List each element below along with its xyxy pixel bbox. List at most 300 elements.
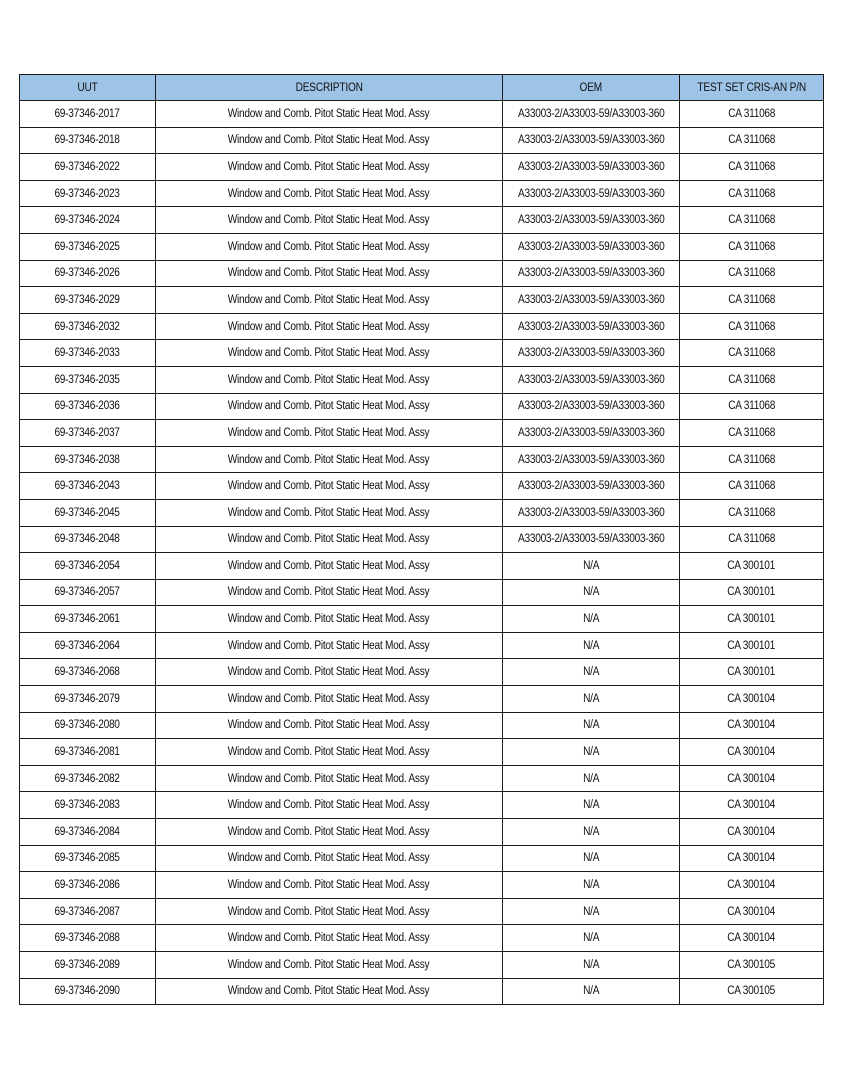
- uut-cell-text: 69-37346-2086: [54, 879, 121, 892]
- oem-cell: [503, 446, 680, 473]
- test-set-cell: [680, 366, 824, 393]
- oem-cell: [503, 659, 680, 686]
- test-set-cell: [680, 260, 824, 287]
- oem-cell: [503, 712, 680, 739]
- header-row: [20, 75, 824, 101]
- test-set-cell: [680, 739, 824, 766]
- table-row: [20, 553, 824, 580]
- description-cell: [156, 446, 503, 473]
- table-row: [20, 420, 824, 447]
- uut-cell-text: 69-37346-2037: [54, 426, 121, 439]
- uut-cell-text: 69-37346-2084: [54, 825, 121, 838]
- uut-cell-text: 69-37346-2025: [54, 240, 121, 253]
- description-cell-text: Window and Comb. Pitot Static Heat Mod. Assy: [228, 160, 430, 173]
- description-cell: [156, 606, 503, 633]
- table-row: [20, 845, 824, 872]
- uut-cell-text: 69-37346-2082: [54, 772, 121, 785]
- description-cell-text: Window and Comb. Pitot Static Heat Mod. Assy: [228, 347, 430, 360]
- table-row: [20, 686, 824, 713]
- table-row: [20, 233, 824, 260]
- oem-cell-text: N/A: [582, 905, 600, 918]
- oem-cell-text: A33003-2/A33003-59/A33003-360: [517, 480, 665, 493]
- uut-cell: [20, 526, 156, 553]
- table-row: [20, 712, 824, 739]
- test-set-cell-text: CA 300101: [727, 559, 776, 572]
- description-cell-text: Window and Comb. Pitot Static Heat Mod. Assy: [228, 746, 430, 759]
- oem-cell-text: N/A: [582, 586, 600, 599]
- description-cell: [156, 898, 503, 925]
- description-cell: [156, 978, 503, 1005]
- description-cell-text: Window and Comb. Pitot Static Heat Mod. Assy: [228, 719, 430, 732]
- description-cell: [156, 207, 503, 234]
- description-cell-text: Window and Comb. Pitot Static Heat Mod. Assy: [228, 958, 430, 971]
- uut-cell: [20, 101, 156, 128]
- oem-cell-text: A33003-2/A33003-59/A33003-360: [517, 400, 665, 413]
- uut-cell: [20, 739, 156, 766]
- description-cell-text: Window and Comb. Pitot Static Heat Mod. Assy: [228, 559, 430, 572]
- uut-cell-text: 69-37346-2033: [54, 347, 121, 360]
- oem-cell-text: N/A: [582, 746, 600, 759]
- description-cell-text: Window and Comb. Pitot Static Heat Mod. Assy: [228, 267, 430, 280]
- uut-cell: [20, 632, 156, 659]
- test-set-cell: [680, 446, 824, 473]
- oem-cell: [503, 313, 680, 340]
- table-row: [20, 180, 824, 207]
- oem-cell-text: A33003-2/A33003-59/A33003-360: [517, 320, 665, 333]
- description-cell: [156, 499, 503, 526]
- test-set-cell: [680, 765, 824, 792]
- test-set-cell: [680, 952, 824, 979]
- description-cell-text: Window and Comb. Pitot Static Heat Mod. Assy: [228, 400, 430, 413]
- uut-cell-text: 69-37346-2085: [54, 852, 121, 865]
- test-set-cell-text: CA 300101: [727, 666, 776, 679]
- oem-cell: [503, 792, 680, 819]
- description-cell-text: Window and Comb. Pitot Static Heat Mod. Assy: [228, 772, 430, 785]
- description-cell: [156, 765, 503, 792]
- description-cell-text: Window and Comb. Pitot Static Heat Mod. Assy: [228, 293, 430, 306]
- description-cell: [156, 553, 503, 580]
- table-row: [20, 287, 824, 314]
- uut-cell: [20, 553, 156, 580]
- description-cell-text: Window and Comb. Pitot Static Heat Mod. Assy: [228, 799, 430, 812]
- oem-cell: [503, 260, 680, 287]
- test-set-cell: [680, 686, 824, 713]
- test-set-cell-text: CA 311068: [728, 533, 775, 546]
- oem-cell-text: A33003-2/A33003-59/A33003-360: [517, 293, 665, 306]
- uut-cell-text: 69-37346-2080: [54, 719, 121, 732]
- description-cell: [156, 313, 503, 340]
- uut-cell: [20, 898, 156, 925]
- test-set-cell-text: CA 311068: [728, 107, 775, 120]
- table-row: [20, 526, 824, 553]
- oem-cell-text: N/A: [582, 719, 600, 732]
- header-test-set-label: TEST SET CRIS-AN P/N: [697, 81, 806, 94]
- test-set-cell: [680, 127, 824, 154]
- oem-cell: [503, 154, 680, 181]
- oem-cell: [503, 925, 680, 952]
- oem-cell: [503, 340, 680, 367]
- description-cell: [156, 579, 503, 606]
- oem-cell: [503, 499, 680, 526]
- description-cell: [156, 287, 503, 314]
- test-set-cell-text: CA 311068: [728, 293, 775, 306]
- description-cell: [156, 233, 503, 260]
- test-set-cell-text: CA 311068: [728, 214, 775, 227]
- test-set-cell-text: CA 300104: [727, 879, 776, 892]
- header-description-label: DESCRIPTION: [295, 81, 363, 94]
- table-body: [20, 101, 824, 1005]
- test-set-cell-text: CA 311068: [728, 160, 775, 173]
- test-set-cell: [680, 712, 824, 739]
- description-cell: [156, 473, 503, 500]
- test-set-cell: [680, 473, 824, 500]
- description-cell: [156, 792, 503, 819]
- uut-cell-text: 69-37346-2024: [54, 214, 121, 227]
- uut-cell: [20, 473, 156, 500]
- oem-cell-text: A33003-2/A33003-59/A33003-360: [517, 453, 665, 466]
- description-cell: [156, 952, 503, 979]
- oem-cell-text: N/A: [582, 932, 600, 945]
- description-cell-text: Window and Comb. Pitot Static Heat Mod. Assy: [228, 373, 430, 386]
- description-cell: [156, 420, 503, 447]
- description-cell: [156, 101, 503, 128]
- description-cell: [156, 366, 503, 393]
- test-set-cell-text: CA 311068: [728, 453, 775, 466]
- oem-cell: [503, 526, 680, 553]
- uut-cell-text: 69-37346-2048: [54, 533, 121, 546]
- description-cell-text: Window and Comb. Pitot Static Heat Mod. Assy: [228, 825, 430, 838]
- table-row: [20, 127, 824, 154]
- table-row: [20, 739, 824, 766]
- uut-cell-text: 69-37346-2079: [54, 692, 121, 705]
- description-cell-text: Window and Comb. Pitot Static Heat Mod. Assy: [228, 666, 430, 679]
- description-cell-text: Window and Comb. Pitot Static Heat Mod. Assy: [228, 453, 430, 466]
- uut-cell-text: 69-37346-2088: [54, 932, 121, 945]
- description-cell-text: Window and Comb. Pitot Static Heat Mod. Assy: [228, 639, 430, 652]
- oem-cell-text: N/A: [582, 879, 600, 892]
- oem-cell-text: N/A: [582, 985, 600, 998]
- uut-cell: [20, 393, 156, 420]
- table-row: [20, 659, 824, 686]
- description-cell-text: Window and Comb. Pitot Static Heat Mod. Assy: [228, 586, 430, 599]
- description-cell: [156, 127, 503, 154]
- description-cell-text: Window and Comb. Pitot Static Heat Mod. Assy: [228, 506, 430, 519]
- table-row: [20, 366, 824, 393]
- uut-cell-text: 69-37346-2043: [54, 480, 121, 493]
- oem-cell-text: A33003-2/A33003-59/A33003-360: [517, 373, 665, 386]
- oem-cell: [503, 101, 680, 128]
- uut-cell: [20, 207, 156, 234]
- oem-cell-text: N/A: [582, 613, 600, 626]
- uut-cell: [20, 340, 156, 367]
- uut-cell-text: 69-37346-2017: [54, 107, 121, 120]
- uut-cell-text: 69-37346-2083: [54, 799, 121, 812]
- description-cell: [156, 180, 503, 207]
- uut-cell-text: 69-37346-2068: [54, 666, 121, 679]
- header-uut-label: UUT: [77, 81, 98, 94]
- description-cell: [156, 393, 503, 420]
- test-set-cell: [680, 526, 824, 553]
- table-row: [20, 952, 824, 979]
- description-cell: [156, 526, 503, 553]
- uut-cell-text: 69-37346-2061: [54, 613, 121, 626]
- test-set-cell: [680, 925, 824, 952]
- uut-cell-text: 69-37346-2057: [54, 586, 121, 599]
- uut-cell-text: 69-37346-2054: [54, 559, 121, 572]
- description-cell-text: Window and Comb. Pitot Static Heat Mod. Assy: [228, 905, 430, 918]
- test-set-cell: [680, 632, 824, 659]
- uut-cell: [20, 925, 156, 952]
- uut-cell-text: 69-37346-2064: [54, 639, 121, 652]
- table-row: [20, 393, 824, 420]
- test-set-cell-text: CA 311068: [728, 400, 775, 413]
- uut-cell: [20, 260, 156, 287]
- description-cell-text: Window and Comb. Pitot Static Heat Mod. Assy: [228, 480, 430, 493]
- oem-cell: [503, 845, 680, 872]
- table-row: [20, 765, 824, 792]
- oem-cell: [503, 872, 680, 899]
- test-set-cell-text: CA 300105: [727, 958, 776, 971]
- table-row: [20, 154, 824, 181]
- uut-cell: [20, 154, 156, 181]
- uut-cell: [20, 819, 156, 846]
- oem-cell: [503, 473, 680, 500]
- test-set-cell: [680, 872, 824, 899]
- oem-cell-text: A33003-2/A33003-59/A33003-360: [517, 107, 665, 120]
- test-set-cell: [680, 313, 824, 340]
- table-row: [20, 819, 824, 846]
- table-row: [20, 313, 824, 340]
- table-row: [20, 898, 824, 925]
- test-set-cell: [680, 978, 824, 1005]
- uut-cell: [20, 287, 156, 314]
- table-row: [20, 632, 824, 659]
- test-set-cell-text: CA 311068: [728, 320, 775, 333]
- uut-cell-text: 69-37346-2045: [54, 506, 121, 519]
- uut-cell-text: 69-37346-2018: [54, 134, 121, 147]
- description-cell: [156, 739, 503, 766]
- uut-cell-text: 69-37346-2032: [54, 320, 121, 333]
- description-cell-text: Window and Comb. Pitot Static Heat Mod. Assy: [228, 134, 430, 147]
- test-set-cell: [680, 154, 824, 181]
- uut-cell: [20, 765, 156, 792]
- test-set-cell: [680, 340, 824, 367]
- test-set-cell: [680, 819, 824, 846]
- test-set-cell-text: CA 311068: [728, 187, 775, 200]
- oem-cell: [503, 978, 680, 1005]
- description-cell: [156, 712, 503, 739]
- oem-cell: [503, 632, 680, 659]
- oem-cell: [503, 553, 680, 580]
- uut-cell-text: 69-37346-2038: [54, 453, 121, 466]
- table-row: [20, 473, 824, 500]
- table-row: [20, 101, 824, 128]
- uut-cell-text: 69-37346-2036: [54, 400, 121, 413]
- table-row: [20, 446, 824, 473]
- uut-cell: [20, 872, 156, 899]
- test-set-cell: [680, 499, 824, 526]
- description-cell: [156, 872, 503, 899]
- uut-cell: [20, 366, 156, 393]
- uut-cell-text: 69-37346-2087: [54, 905, 121, 918]
- oem-cell: [503, 366, 680, 393]
- test-set-cell-text: CA 300101: [727, 613, 776, 626]
- description-cell: [156, 260, 503, 287]
- oem-cell-text: A33003-2/A33003-59/A33003-360: [517, 426, 665, 439]
- description-cell: [156, 819, 503, 846]
- header-test-set: [680, 75, 824, 101]
- test-set-cell-text: CA 300104: [727, 905, 776, 918]
- description-cell-text: Window and Comb. Pitot Static Heat Mod. Assy: [228, 879, 430, 892]
- oem-cell: [503, 420, 680, 447]
- table-row: [20, 872, 824, 899]
- uut-cell: [20, 686, 156, 713]
- uut-cell: [20, 446, 156, 473]
- description-cell-text: Window and Comb. Pitot Static Heat Mod. Assy: [228, 533, 430, 546]
- uut-cell-text: 69-37346-2029: [54, 293, 121, 306]
- oem-cell-text: N/A: [582, 666, 600, 679]
- test-set-cell-text: CA 300105: [727, 985, 776, 998]
- oem-cell-text: N/A: [582, 852, 600, 865]
- uut-cell: [20, 712, 156, 739]
- oem-cell: [503, 898, 680, 925]
- uut-cell-text: 69-37346-2081: [54, 746, 121, 759]
- test-set-cell: [680, 287, 824, 314]
- description-cell-text: Window and Comb. Pitot Static Heat Mod. Assy: [228, 692, 430, 705]
- uut-cell: [20, 313, 156, 340]
- oem-cell: [503, 127, 680, 154]
- oem-cell: [503, 233, 680, 260]
- description-cell-text: Window and Comb. Pitot Static Heat Mod. Assy: [228, 240, 430, 253]
- test-set-cell: [680, 845, 824, 872]
- oem-cell: [503, 579, 680, 606]
- test-set-cell: [680, 393, 824, 420]
- test-set-cell: [680, 606, 824, 633]
- test-set-cell-text: CA 300104: [727, 852, 776, 865]
- oem-cell: [503, 606, 680, 633]
- table-row: [20, 925, 824, 952]
- oem-cell-text: N/A: [582, 958, 600, 971]
- test-set-cell-text: CA 300104: [727, 932, 776, 945]
- description-cell-text: Window and Comb. Pitot Static Heat Mod. Assy: [228, 214, 430, 227]
- uut-cell-text: 69-37346-2090: [54, 985, 121, 998]
- test-set-cell: [680, 207, 824, 234]
- oem-cell-text: N/A: [582, 799, 600, 812]
- oem-cell-text: A33003-2/A33003-59/A33003-360: [517, 267, 665, 280]
- description-cell: [156, 340, 503, 367]
- test-set-cell: [680, 792, 824, 819]
- oem-cell: [503, 686, 680, 713]
- uut-cell: [20, 127, 156, 154]
- test-set-cell: [680, 659, 824, 686]
- test-set-cell: [680, 553, 824, 580]
- description-cell: [156, 154, 503, 181]
- table-row: [20, 606, 824, 633]
- oem-cell-text: A33003-2/A33003-59/A33003-360: [517, 506, 665, 519]
- table-row: [20, 978, 824, 1005]
- oem-cell: [503, 207, 680, 234]
- uut-cell: [20, 499, 156, 526]
- test-set-cell-text: CA 311068: [728, 240, 775, 253]
- uut-cell: [20, 579, 156, 606]
- description-cell-text: Window and Comb. Pitot Static Heat Mod. Assy: [228, 852, 430, 865]
- uut-cell: [20, 845, 156, 872]
- uut-cell: [20, 420, 156, 447]
- uut-cell: [20, 792, 156, 819]
- uut-cell: [20, 952, 156, 979]
- test-set-cell: [680, 898, 824, 925]
- uut-cell-text: 69-37346-2026: [54, 267, 121, 280]
- description-cell: [156, 632, 503, 659]
- oem-cell-text: N/A: [582, 825, 600, 838]
- test-set-cell-text: CA 300101: [727, 639, 776, 652]
- test-set-cell-text: CA 311068: [728, 347, 775, 360]
- uut-cell: [20, 180, 156, 207]
- test-set-cell: [680, 233, 824, 260]
- description-cell: [156, 659, 503, 686]
- header-oem-label: OEM: [579, 81, 603, 94]
- oem-cell-text: N/A: [582, 772, 600, 785]
- description-cell: [156, 686, 503, 713]
- test-set-cell: [680, 579, 824, 606]
- oem-cell: [503, 819, 680, 846]
- oem-cell: [503, 393, 680, 420]
- description-cell-text: Window and Comb. Pitot Static Heat Mod. Assy: [228, 613, 430, 626]
- oem-cell: [503, 952, 680, 979]
- table-row: [20, 579, 824, 606]
- oem-cell-text: A33003-2/A33003-59/A33003-360: [517, 240, 665, 253]
- header-description: [156, 75, 503, 101]
- uut-cell: [20, 659, 156, 686]
- oem-cell-text: A33003-2/A33003-59/A33003-360: [517, 187, 665, 200]
- oem-cell-text: N/A: [582, 639, 600, 652]
- uut-cell-text: 69-37346-2089: [54, 958, 121, 971]
- oem-cell-text: A33003-2/A33003-59/A33003-360: [517, 134, 665, 147]
- oem-cell: [503, 180, 680, 207]
- description-cell-text: Window and Comb. Pitot Static Heat Mod. Assy: [228, 932, 430, 945]
- test-set-cell-text: CA 300104: [727, 825, 776, 838]
- test-set-cell-text: CA 300104: [727, 772, 776, 785]
- table-row: [20, 499, 824, 526]
- oem-cell-text: A33003-2/A33003-59/A33003-360: [517, 160, 665, 173]
- uut-cell-text: 69-37346-2022: [54, 160, 121, 173]
- table-row: [20, 792, 824, 819]
- oem-cell-text: N/A: [582, 559, 600, 572]
- test-set-cell-text: CA 300104: [727, 746, 776, 759]
- test-set-cell: [680, 420, 824, 447]
- test-set-cell-text: CA 311068: [728, 134, 775, 147]
- oem-cell-text: A33003-2/A33003-59/A33003-360: [517, 533, 665, 546]
- oem-cell-text: N/A: [582, 692, 600, 705]
- description-cell-text: Window and Comb. Pitot Static Heat Mod. Assy: [228, 426, 430, 439]
- uut-cell: [20, 978, 156, 1005]
- test-set-cell-text: CA 300101: [727, 586, 776, 599]
- test-set-cell-text: CA 300104: [727, 719, 776, 732]
- description-cell-text: Window and Comb. Pitot Static Heat Mod. Assy: [228, 107, 430, 120]
- test-set-cell-text: CA 311068: [728, 373, 775, 386]
- test-set-cell-text: CA 300104: [727, 692, 776, 705]
- table-header: [20, 75, 824, 101]
- description-cell: [156, 925, 503, 952]
- header-uut: [20, 75, 156, 101]
- table-row: [20, 207, 824, 234]
- uut-cell: [20, 233, 156, 260]
- oem-cell: [503, 287, 680, 314]
- test-set-cell-text: CA 311068: [728, 480, 775, 493]
- description-cell-text: Window and Comb. Pitot Static Heat Mod. Assy: [228, 985, 430, 998]
- uut-cell-text: 69-37346-2023: [54, 187, 121, 200]
- oem-cell: [503, 765, 680, 792]
